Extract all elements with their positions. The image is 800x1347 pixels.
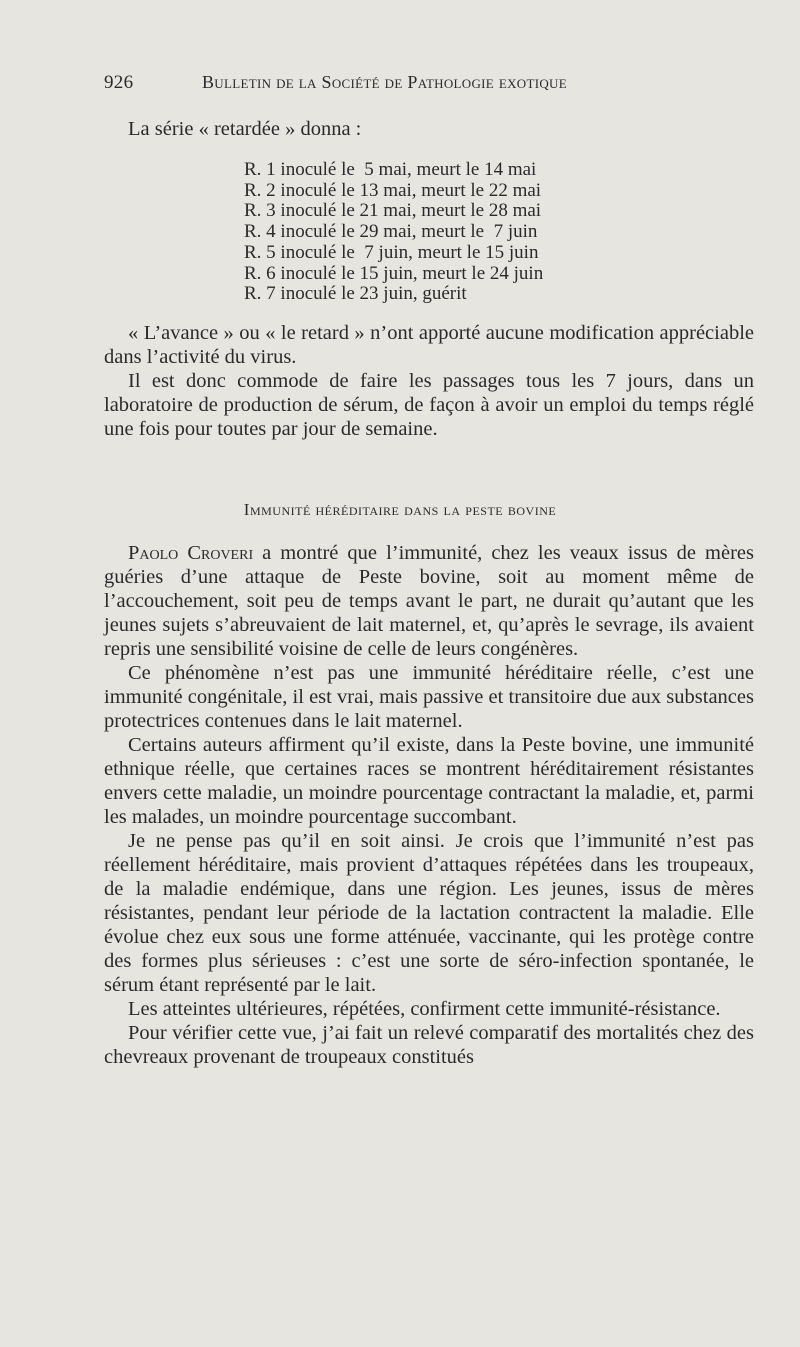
page-number: 926 — [104, 72, 134, 93]
paragraph: Je ne pense pas qu’il en soit ainsi. Je crois que l’immunité n’est pas réellement héréditaire, mais provient d’attaques répétées dans les troupeaux, de la maladie endémique, dans une région. Les jeunes, issus de mères résistantes, pendant leur période de la lactation contractent la maladie. Elle évolue chez eux sous une forme atténuée, vaccinante, qui les protège contre des formes plus sérieuses : c’est une sorte de séro-infection spontanée, le sérum étant représenté par le lait. — [104, 830, 754, 996]
paragraph — [104, 541, 754, 661]
result-line: R. 6 inoculé le 15 juin, meurt le 24 juin — [244, 262, 544, 284]
result-line: R. 1 inoculé le 5 mai, meurt le 14 mai — [244, 159, 537, 180]
paragraph: Il est donc commode de faire les passages tous les 7 jours, dans un laboratoire de production de sérum, de façon à avoir un emploi du temps réglé une fois pour toutes par jour de semaine. — [104, 370, 754, 440]
results-list — [244, 160, 543, 305]
results-intro: La série « retardée » donna : — [128, 118, 362, 140]
paragraph-text: a montré que l’immunité, chez les veaux issus de mères guéries d’une attaque de Peste bovine, soit au moment même de l’accouchement, soit peu de temps avant le part, ne durait qu’autant que les jeunes sujets s’abreuvaient de lait maternel, et, qu’après le sevrage, ils avaient repris une sensibilité voisine de celle de leurs congénères. — [104, 542, 754, 660]
paragraph: Les atteintes ultérieures, répétées, confirment cette immunité-résistance. — [128, 998, 721, 1020]
paragraph-block-after — [104, 541, 754, 1069]
author-name: Paolo Croveri — [128, 542, 254, 564]
result-line: R. 4 inoculé le 29 mai, meurt le 7 juin — [244, 221, 538, 243]
page-header — [104, 66, 704, 98]
paragraph: « L’avance » ou « le retard » n’ont apporté aucune modification appréciable dans l’activité du virus. — [104, 322, 754, 368]
paragraph: Certains auteurs affirment qu’il existe, dans la Peste bovine, une immunité ethnique réelle, que certaines races se montrent héréditairement résistantes envers cette maladie, un moindre pourcentage contractant la maladie, et, parmi les malades, un moindre pourcentage succombant. — [104, 734, 754, 828]
paragraph: Pour vérifier cette vue, j’ai fait un relevé comparatif des mortalités chez des chevreaux provenant de troupeaux constitués — [104, 1022, 754, 1068]
paragraph: Ce phénomène n’est pas une immunité héréditaire réelle, c’est une immunité congénitale, il est vrai, mais passive et transitoire due aux substances protectrices contenues dans le lait maternel. — [104, 662, 754, 732]
paragraph-block-before — [104, 321, 754, 441]
running-head: Bulletin de la Société de Pathologie exotique — [202, 72, 567, 92]
section-title: Immunité héréditaire dans la peste bovine — [243, 500, 557, 519]
result-line: R. 7 inoculé le 23 juin, guérit — [244, 283, 467, 305]
result-line: R. 2 inoculé le 13 mai, meurt le 22 mai — [244, 179, 542, 201]
result-line: R. 5 inoculé le 7 juin, meurt le 15 juin — [244, 241, 539, 263]
result-line: R. 3 inoculé le 21 mai, meurt le 28 mai — [244, 200, 542, 222]
